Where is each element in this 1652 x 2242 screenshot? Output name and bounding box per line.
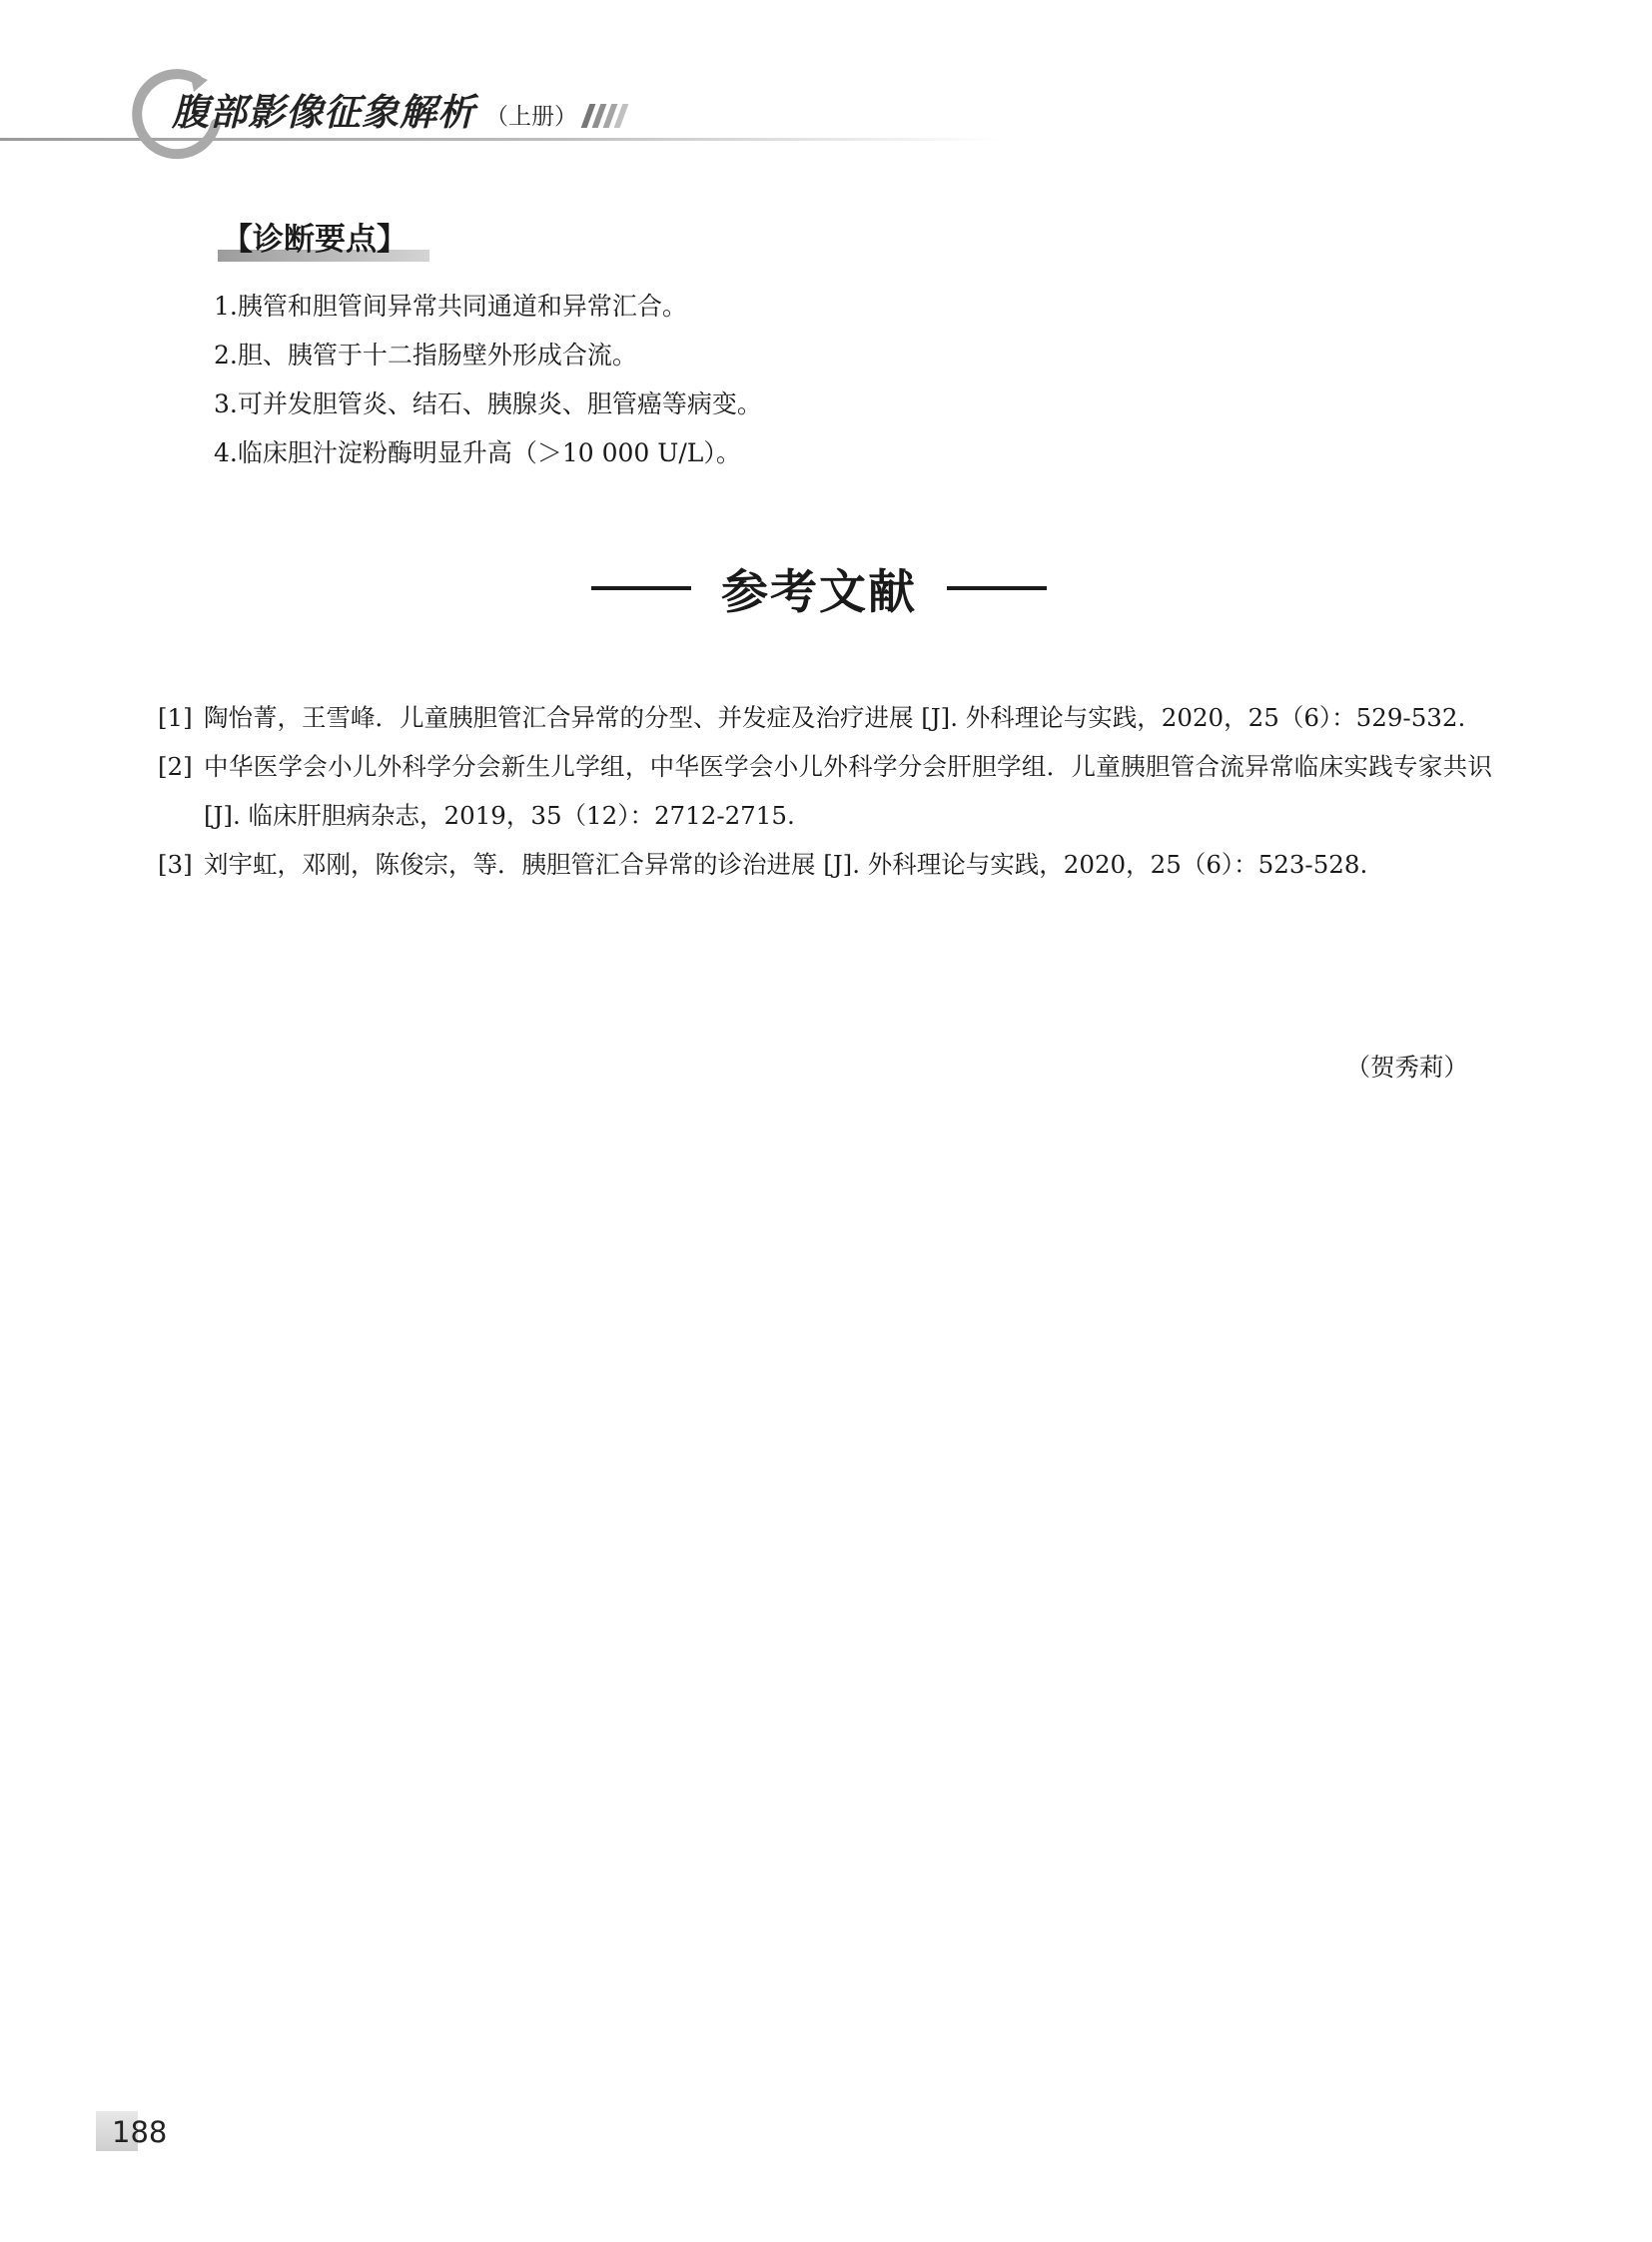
references-title: 参考文献 — [721, 564, 917, 620]
references-heading-rule-left — [591, 586, 691, 590]
reference-text: 中华医学会小儿外科学分会新生儿学组，中华医学会小儿外科学分会肝胆学组．儿童胰胆管合流异常临床实践专家共识 [J]. 临床肝胆病杂志，2019，35（12）：2712-2715. — [204, 752, 1492, 830]
reference-list — [158, 693, 1492, 889]
reference-number: [1] — [158, 703, 193, 732]
reference-text: 刘宇虹，邓刚，陈俊宗，等．胰胆管汇合异常的诊治进展 [J]. 外科理论与实践，2020，25（6）：523-528. — [204, 850, 1368, 879]
diagnosis-point: 4.临床胆汁淀粉酶明显升高（＞10 000 U/L）。 — [214, 438, 741, 467]
reference-text: 陶怡菁，王雪峰．儿童胰胆管汇合异常的分型、并发症及治疗进展 [J]. 外科理论与实践，2020，25（6）：529-532. — [204, 703, 1466, 732]
reference-number: [3] — [158, 850, 193, 879]
diagnosis-point: 2.胆、胰管于十二指肠壁外形成合流。 — [214, 341, 637, 370]
reference-item — [158, 693, 1492, 742]
reference-item — [158, 742, 1492, 840]
reference-number: [2] — [158, 752, 193, 781]
book-title: 腹部影像征象解析 — [172, 91, 475, 134]
page-number: 188 — [112, 2115, 168, 2149]
section-heading: 【诊断要点】 — [222, 222, 408, 258]
volume-label: （上册） — [485, 104, 577, 130]
author-name: （贺秀莉） — [1345, 1053, 1468, 1082]
references-heading — [569, 555, 1069, 621]
diagnosis-points — [214, 282, 762, 477]
diagnosis-point: 1.胰管和胆管间异常共同通道和异常汇合。 — [214, 292, 687, 321]
header-stripes-icon — [585, 104, 624, 128]
references-heading-rule-right — [947, 586, 1047, 590]
diagnosis-point: 3.可并发胆管炎、结石、胰腺炎、胆管癌等病变。 — [214, 389, 762, 418]
reference-item — [158, 840, 1492, 889]
